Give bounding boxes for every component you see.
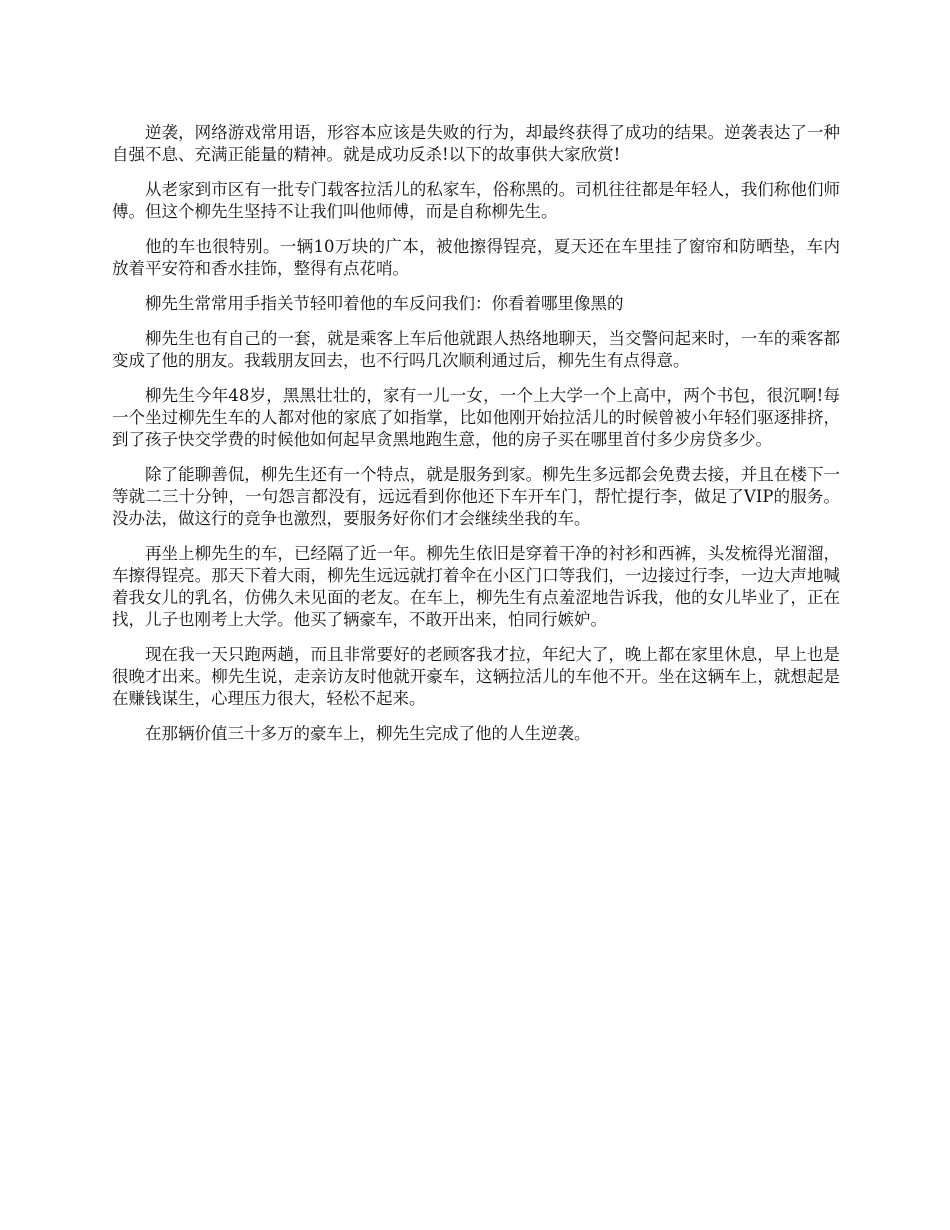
paragraph: 从老家到市区有一批专门载客拉活儿的私家车，俗称黑的。司机往往都是年轻人，我们称他们师傅。但这个柳先生坚持不让我们叫他师傅，而是自称柳先生。 [112, 180, 840, 221]
paragraph: 除了能聊善侃，柳先生还有一个特点，就是服务到家。柳先生多远都会免费去接，并且在楼下一等就二三十分钟，一句怨言都没有，远远看到你他还下车开车门，帮忙提行李，做足了VIP的服务。没办法，做这行的竞争也激烈，要服务好你们才会继续坐我的车。 [112, 465, 840, 528]
paragraph: 再坐上柳先生的车，已经隔了近一年。柳先生依旧是穿着干净的衬衫和西裤，头发梳得光溜溜，车擦得锃亮。那天下着大雨，柳先生远远就打着伞在小区门口等我们，一边接过行李，一边大声地喊着我女儿的乳名，仿佛久未见面的老友。在车上，柳先生有点羞涩地告诉我，他的女儿毕业了，正在找，儿子也刚考上大学。他买了辆豪车，不敢开出来，怕同行嫉妒。 [112, 544, 840, 629]
paragraph: 现在我一天只跑两趟，而且非常要好的老顾客我才拉，年纪大了，晚上都在家里休息，早上也是很晚才出来。柳先生说，走亲访友时他就开豪车，这辆拉活儿的车他不开。坐在这辆车上，就想起是在赚钱谋生，心理压力很大，轻松不起来。 [112, 645, 840, 708]
paragraph: 逆袭，网络游戏常用语，形容本应该是失败的行为，却最终获得了成功的结果。逆袭表达了一种自强不息、充满正能量的精神。就是成功反杀!以下的故事供大家欣赏! [112, 123, 840, 164]
paragraph: 柳先生常常用手指关节轻叩着他的车反问我们：你看着哪里像黑的 [145, 294, 624, 313]
document-body [112, 122, 840, 758]
paragraph: 在那辆价值三十多万的豪车上，柳先生完成了他的人生逆袭。 [145, 724, 591, 743]
paragraph: 柳先生也有自己的一套，就是乘客上车后他就跟人热络地聊天，当交警问起来时，一车的乘客都变成了他的朋友。我载朋友回去，也不行吗几次顺利通过后，柳先生有点得意。 [112, 329, 840, 370]
paragraph: 柳先生今年48岁，黑黑壮壮的，家有一儿一女，一个上大学一个上高中，两个书包，很沉啊!每一个坐过柳先生车的人都对他的家底了如指掌，比如他刚开始拉活儿的时候曾被小年轻们驱逐排挤，到了孩子快交学费的时候他如何起早贪黑地跑生意，他的房子买在哪里首付多少房贷多少。 [112, 386, 840, 449]
paragraph: 他的车也很特别。一辆10万块的广本，被他擦得锃亮，夏天还在车里挂了窗帘和防晒垫，车内放着平安符和香水挂饰，整得有点花哨。 [112, 237, 840, 278]
